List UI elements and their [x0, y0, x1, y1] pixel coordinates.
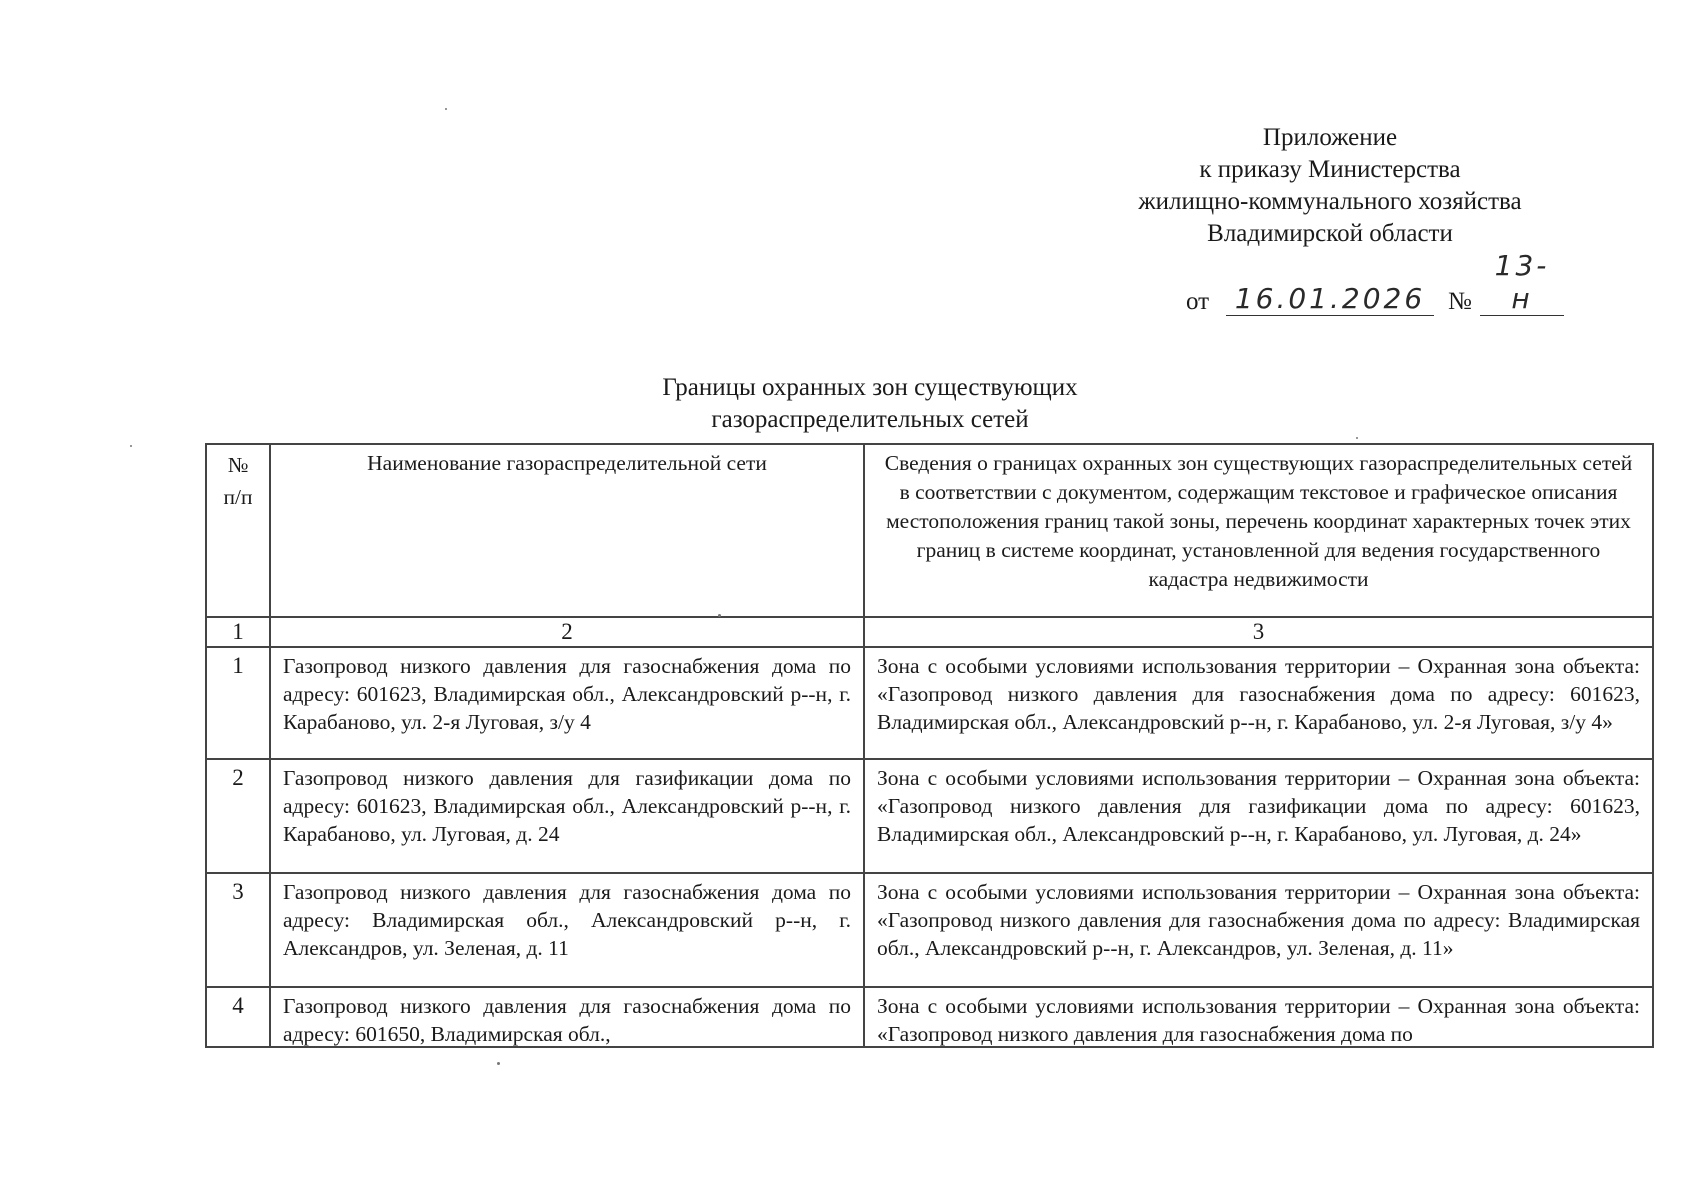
column-index: 3	[864, 617, 1653, 647]
table-row	[206, 759, 1653, 873]
table-row	[206, 873, 1653, 987]
network-name-text: Газопровод низкого давления для газоснабжения дома по адресу: 601650, Владимирская обл.,	[283, 994, 851, 1046]
row-number: 1	[206, 647, 270, 759]
zone-info: Зона с особыми условиями использования территории – Охранная зона объекта: «Газопровод низкого давления для газоснабжения дома по адресу: Владимирская обл., Александровский р--н, г. Александров, ул. Зеленая, д. 11»	[864, 873, 1653, 987]
row-number: 2	[206, 759, 270, 873]
header-number: № п/п	[206, 444, 270, 617]
row-number: 3	[206, 873, 270, 987]
zone-info	[864, 987, 1653, 1047]
zone-info-text: Зона с особыми условиями использования территории – Охранная зона объекта: «Газопровод низкого давления для газоснабжения дома по	[877, 994, 1640, 1046]
zone-info: Зона с особыми условиями использования территории – Охранная зона объекта: «Газопровод низкого давления для газоснабжения дома по адресу: 601623, Владимирская обл., Александровский р--н, г. Карабаново, ул. 2-я Луговая, з/у 4»	[864, 647, 1653, 759]
order-number-label: №	[1448, 288, 1472, 315]
scan-speck	[718, 614, 721, 617]
appendix-line: жилищно-коммунального хозяйства	[1138, 188, 1522, 215]
order-date-handwritten: 16.01.2026	[1226, 282, 1434, 316]
scan-speck	[130, 445, 132, 447]
appendix-header	[1110, 122, 1550, 250]
row-number: 4	[206, 987, 270, 1047]
network-name	[270, 987, 864, 1047]
document-title	[560, 372, 1180, 436]
network-name: Газопровод низкого давления для газоснабжения дома по адресу: Владимирская обл., Александровский р--н, г. Александров, ул. Зеленая, д. 11	[270, 873, 864, 987]
table-row	[206, 647, 1653, 759]
scan-speck	[497, 1062, 500, 1065]
header-zone-info: Сведения о границах охранных зон существующих газораспределительных сетей в соответствии с документом, содержащим текстовое и графическое описания местоположения границ такой зоны, перечень координат характерных точек этих границ в системе координат, установленной для ведения государственного кадастра недвижимости	[864, 444, 1653, 617]
table-header-row	[206, 444, 1653, 617]
order-from-label: от	[1186, 288, 1210, 315]
column-index: 1	[206, 617, 270, 647]
protection-zones-table	[205, 443, 1654, 1048]
title-line: Границы охранных зон существующих	[662, 374, 1078, 401]
title-line: газораспределительных сетей	[711, 406, 1029, 433]
appendix-line: Приложение	[1262, 124, 1398, 151]
table-row	[206, 987, 1653, 1047]
zone-info: Зона с особыми условиями использования территории – Охранная зона объекта: «Газопровод низкого давления для газификации дома по адресу: 601623, Владимирская обл., Александровский р--н, г. Карабаново, ул. Луговая, д. 24»	[864, 759, 1653, 873]
appendix-line: Владимирской области	[1207, 220, 1453, 247]
appendix-line: к приказу Министерства	[1199, 156, 1461, 183]
scan-speck	[445, 108, 447, 110]
order-reference	[1186, 249, 1606, 322]
column-index-row	[206, 617, 1653, 647]
network-name: Газопровод низкого давления для газоснабжения дома по адресу: 601623, Владимирская обл., Александровский р--н, г. Карабаново, ул. 2-я Луговая, з/у 4	[270, 647, 864, 759]
scan-speck	[1356, 437, 1358, 439]
header-network-name: Наименование газораспределительной сети	[270, 444, 864, 617]
column-index: 2	[270, 617, 864, 647]
order-number-handwritten: 13-н	[1480, 249, 1564, 316]
network-name: Газопровод низкого давления для газификации дома по адресу: 601623, Владимирская обл., Александровский р--н, г. Карабаново, ул. Луговая, д. 24	[270, 759, 864, 873]
